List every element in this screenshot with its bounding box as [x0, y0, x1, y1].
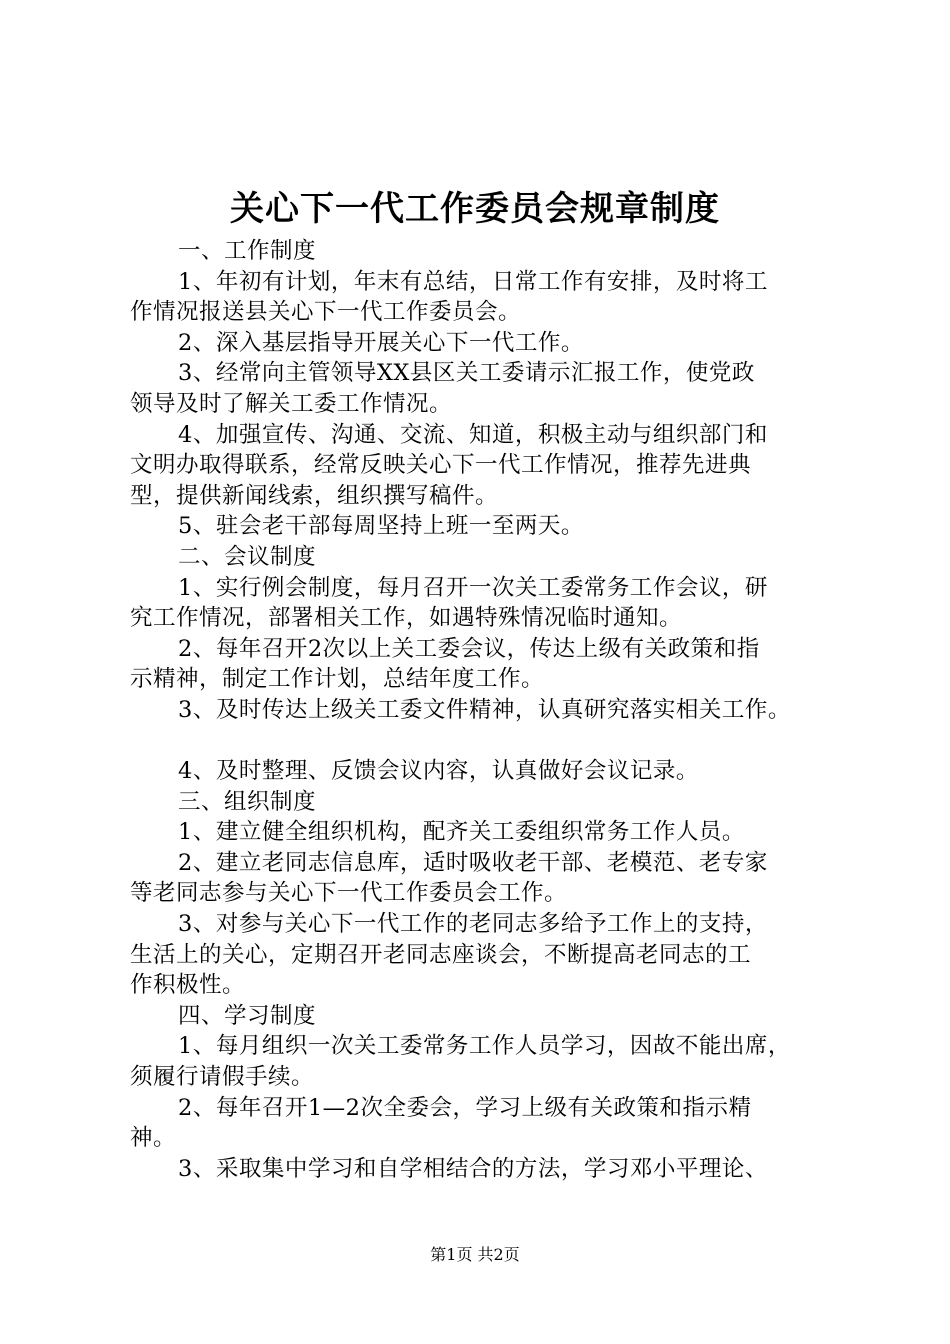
text-line: 3、经常向主管领导XX县区关工委请示汇报工作，使党政	[178, 360, 755, 387]
text-line: 究工作情况，部署相关工作，如遇特殊情况临时通知。	[130, 605, 683, 632]
text-line: 领导及时了解关工委工作情况。	[130, 390, 453, 417]
text-line: 3、及时传达上级关工委文件精神，认真研究落实相关工作。	[178, 696, 791, 723]
text-line: 1、每月组织一次关工委常务工作人员学习，因故不能出席，	[178, 1033, 791, 1060]
text-line: 1、建立健全组织机构，配齐关工委组织常务工作人员。	[178, 819, 745, 846]
text-line: 三、组织制度	[178, 788, 317, 815]
text-line: 1、年初有计划，年末有总结，日常工作有安排，及时将工	[178, 268, 768, 295]
text-line: 4、及时整理、反馈会议内容，认真做好会议记录。	[178, 758, 699, 785]
text-line: 4、加强宣传、沟通、交流、知道，积极主动与组织部门和	[178, 421, 768, 448]
text-line: 作情况报送县关心下一代工作委员会。	[130, 299, 522, 326]
document-body	[130, 236, 830, 1184]
text-line: 四、学习制度	[178, 1002, 317, 1029]
text-line: 2、每年召开2次以上关工委会议，传达上级有关政策和指	[178, 635, 760, 662]
document-title: 关心下一代工作委员会规章制度	[230, 189, 720, 229]
text-line: 型，提供新闻线索，组织撰写稿件。	[130, 482, 499, 509]
text-line: 文明办取得联系，经常反映关心下一代工作情况，推荐先进典	[130, 452, 752, 479]
text-line: 3、采取集中学习和自学相结合的方法，学习邓小平理论、	[178, 1155, 768, 1182]
text-line: 二、会议制度	[178, 543, 317, 570]
text-line: 一、工作制度	[178, 238, 317, 264]
text-line: 2、建立老同志信息库，适时吸收老干部、老模范、老专家	[178, 849, 768, 876]
text-line: 3、对参与关心下一代工作的老同志多给予工作上的支持，	[178, 911, 768, 938]
text-line: 须履行请假手续。	[130, 1064, 315, 1091]
text-line: 作积极性。	[130, 972, 246, 999]
text-line: 神。	[130, 1125, 177, 1152]
text-line: 2、每年召开1—2次全委会，学习上级有关政策和指示精	[178, 1094, 752, 1121]
text-line: 2、深入基层指导开展关心下一代工作。	[178, 329, 584, 356]
text-line: 1、实行例会制度，每月召开一次关工委常务工作会议，研	[178, 574, 768, 601]
blank-line	[130, 726, 830, 757]
text-line: 等老同志参与关心下一代工作委员会工作。	[130, 880, 568, 907]
text-line: 5、驻会老干部每周坚持上班一至两天。	[178, 513, 584, 540]
text-line: 示精神，制定工作计划，总结年度工作。	[130, 666, 545, 693]
page-footer: 第1页 共2页	[430, 1245, 520, 1264]
text-line: 生活上的关心，定期召开老同志座谈会，不断提高老同志的工	[130, 941, 752, 968]
